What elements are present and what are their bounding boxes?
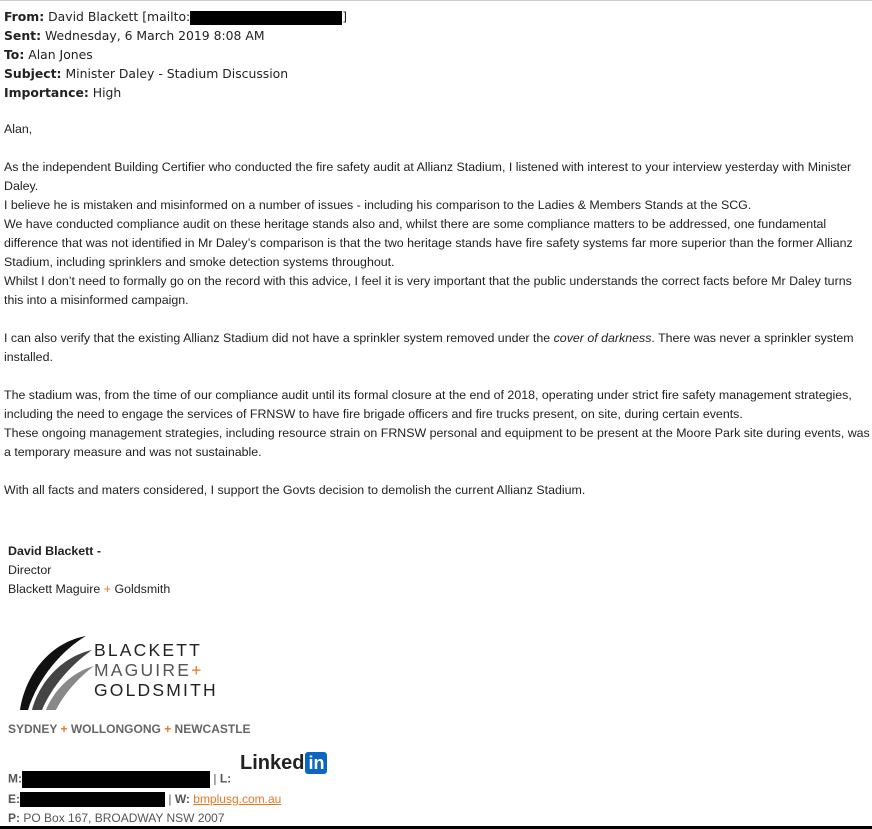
separator: |: [213, 771, 217, 786]
subject-label: Subject:: [4, 66, 62, 81]
paragraph-4: With all facts and maters considered, I support the Govts decision to demolish the current Allianz Stadium.: [4, 483, 586, 497]
importance-value: High: [92, 85, 122, 100]
website-link[interactable]: bmplusg.com.au: [193, 792, 282, 806]
email-label: E:: [8, 792, 20, 806]
signature-name: David Blackett -: [8, 544, 101, 558]
city-sydney: SYDNEY: [8, 722, 58, 736]
from-value: David Blackett [mailto:: [48, 9, 191, 24]
signature-company: [8, 580, 170, 599]
paragraph-2-pre: I can also verify that the existing Allianz Stadium did not have a sprinkler system removed under the: [4, 331, 554, 345]
greeting: Alan,: [4, 122, 33, 136]
logo-line-2-text: MAGUIRE: [94, 660, 192, 680]
logo-line-2: [94, 660, 218, 680]
email-headers: [4, 7, 347, 102]
sent-label: Sent:: [4, 28, 42, 43]
paragraph-2: [4, 329, 870, 367]
paragraph-1d: Whilst I don’t need to formally go on the record with this advice, I feel it is very important that the public understands the correct facts before Mr Daley turns this into a misinformed campaign.: [4, 274, 852, 307]
city-newcastle: NEWCASTLE: [174, 722, 251, 736]
contact-postal-row: [8, 811, 225, 825]
signature-title: Director: [8, 563, 52, 577]
subject-row: [4, 64, 347, 83]
importance-label: Importance:: [4, 85, 89, 100]
website-label: W:: [174, 792, 190, 806]
mobile-label: M:: [8, 771, 22, 786]
office-locations: [8, 722, 251, 736]
from-row: [4, 7, 347, 26]
logo-line-1: BLACKETT: [94, 640, 203, 660]
top-border: [0, 0, 872, 1]
to-label: To:: [4, 47, 25, 62]
subject-value: Minister Daley - Stadium Discussion: [65, 66, 289, 81]
linkedin-icon[interactable]: [240, 752, 327, 776]
postal-label: P:: [8, 811, 20, 825]
to-row: [4, 45, 347, 64]
paragraph-2-emphasis: cover of darkness: [553, 331, 652, 345]
paragraph-3a: The stadium was, from the time of our compliance audit until its formal closure at the end of 2018, operating under strict fire safety management strategies, including the need to engage the services of FRNSW to have fire brigade officers and fire trucks present, on site, during certain events.: [4, 388, 852, 421]
redacted-email: [190, 11, 342, 25]
paragraph-3b: These ongoing management strategies, including resource strain on FRNSW personal and equipment to be present at the Moore Park site during events, was a temporary measure and was not sustainable.: [4, 426, 870, 459]
paragraph-1c: We have conducted compliance audit on these heritage stands also and, whilst there are some compliance matters to be addressed, one fundamental difference that was not identified in Mr Daley’s comparison is that the two heritage stands have fire safety systems far more superior than the former Allianz Stadium, including sprinklers and smoke detection systems throughout.: [4, 217, 853, 269]
to-value: Alan Jones: [28, 47, 93, 62]
city-separator: +: [164, 722, 172, 736]
redacted-mobile: [22, 771, 210, 788]
linkedin-badge: in: [305, 752, 327, 774]
email-body: [4, 120, 870, 500]
logo-line-3: GOLDSMITH: [94, 680, 218, 700]
city-separator: +: [60, 722, 68, 736]
signature-block: [8, 542, 170, 599]
from-close: ]: [342, 9, 348, 24]
postal-address: PO Box 167, BROADWAY NSW 2007: [23, 811, 225, 825]
importance-row: [4, 83, 347, 102]
contact-email-row: [8, 792, 281, 807]
linkedin-label: L:: [219, 771, 232, 786]
redacted-email-address: [20, 792, 165, 807]
logo-plus: +: [191, 660, 204, 680]
paragraph-1a: As the independent Building Certifier who conducted the fire safety audit at Allianz Stadium, I listened with interest to your interview yesterday with Minister Daley.: [4, 160, 852, 193]
city-wollongong: WOLLONGONG: [70, 722, 161, 736]
company-plus: +: [103, 582, 111, 596]
company-name-a: Blackett Maguire: [8, 582, 101, 596]
company-name-b: Goldsmith: [114, 582, 171, 596]
company-logo-text: [94, 640, 218, 700]
paragraph-1b: I believe he is mistaken and misinformed on a number of issues - including his comparison to the Ladies & Members Stands at the SCG.: [4, 198, 752, 212]
sent-value: Wednesday, 6 March 2019 8:08 AM: [44, 28, 265, 43]
contact-phone-row: [8, 771, 231, 788]
from-label: From:: [4, 9, 45, 24]
sent-row: [4, 26, 347, 45]
paragraph-2-post: . There was never a sprinkler system installed.: [4, 331, 854, 364]
linkedin-word: Linked: [240, 752, 305, 774]
separator: |: [168, 792, 172, 806]
